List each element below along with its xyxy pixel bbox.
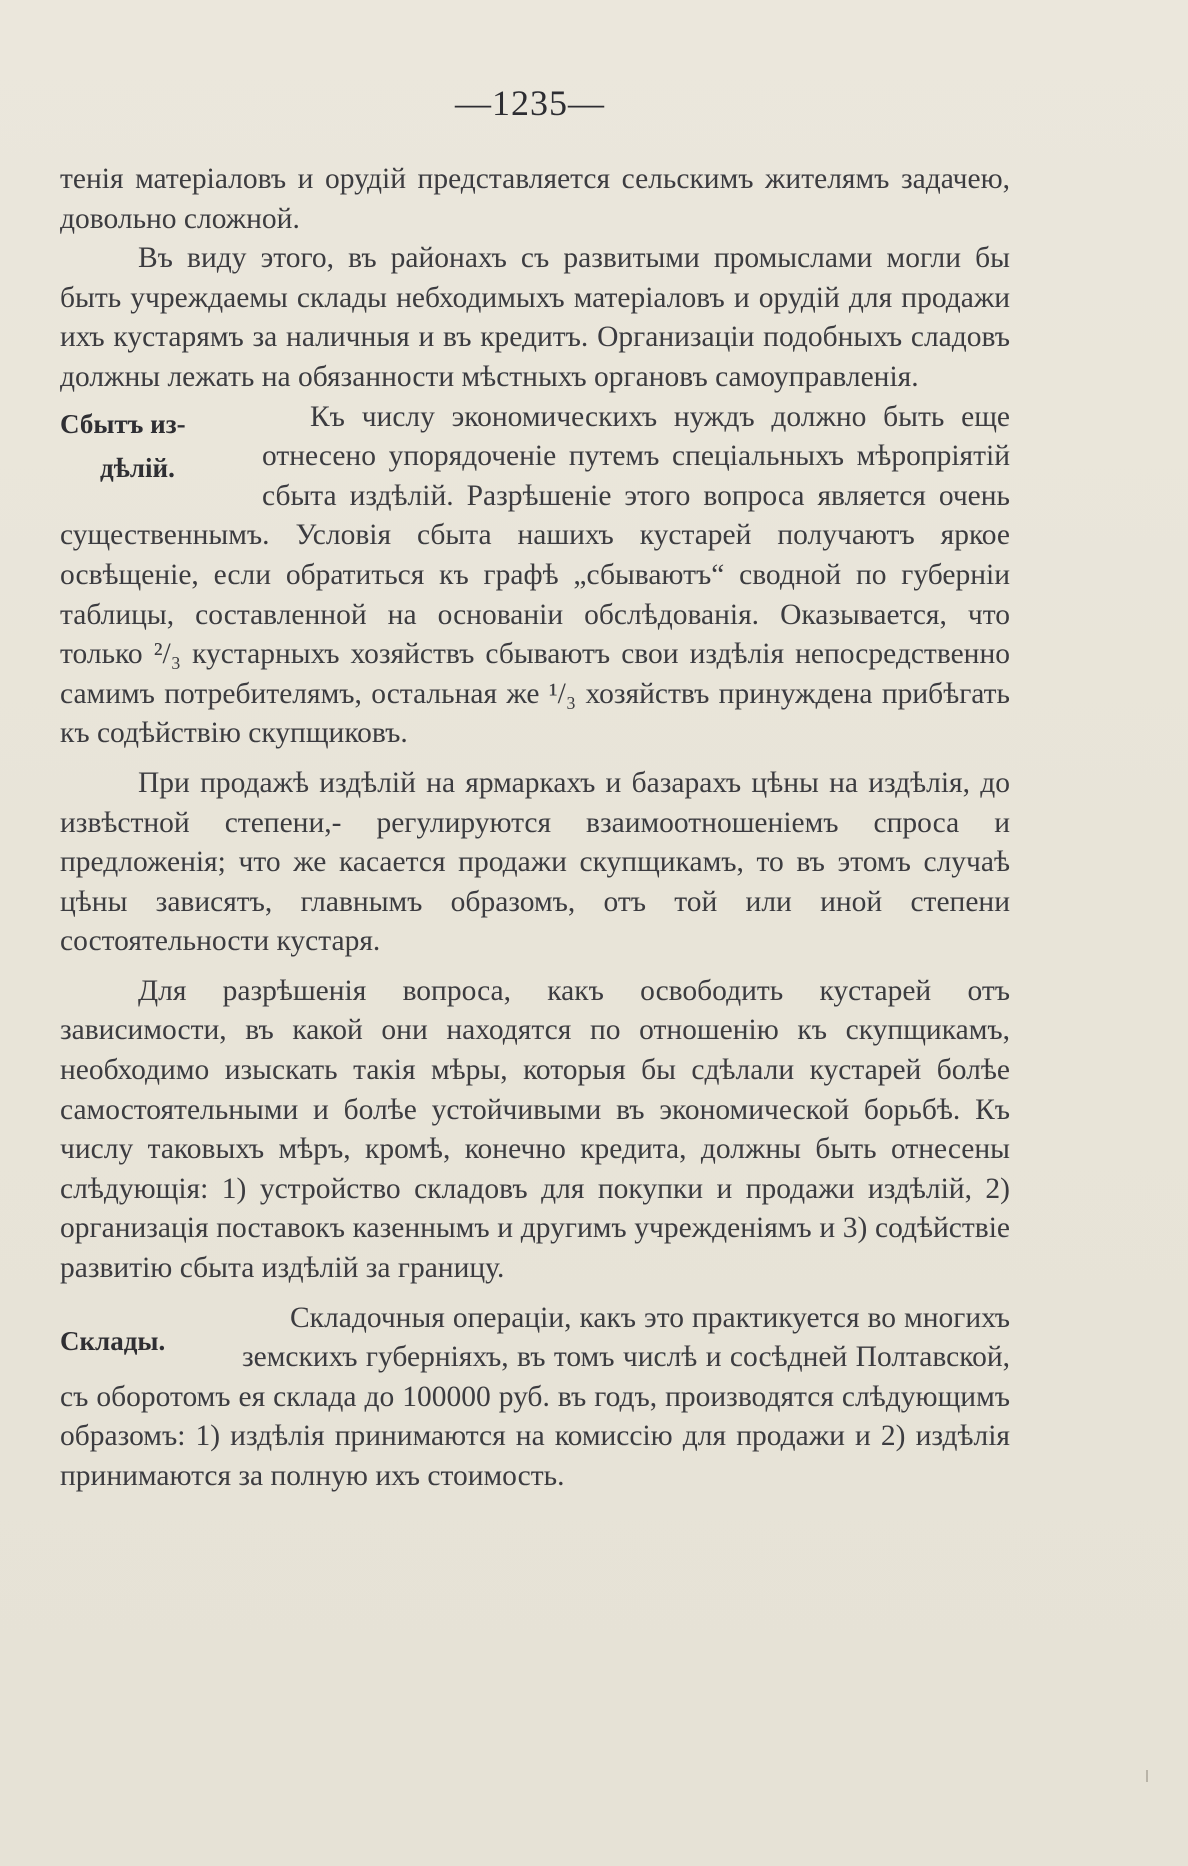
paper-mark [1146,1770,1148,1782]
paragraph-3-part-c: хозяйствъ принуждена прибѣгать къ содѣйствію скупщиковъ. [60,677,1010,750]
fraction-two-thirds: ²/₃ [153,638,182,671]
paragraph-2: Въ виду этого, въ районахъ съ развитыми промыслами могли бы быть учреждаемы склады небходимыхъ матеріаловъ и орудій для продажи ихъ кустарямъ за наличныя и въ кредитъ. Организаціи подобныхъ сладовъ должны лежать на обязанности мѣстныхъ органовъ самоуправленія. [60,242,1010,393]
page-number: —1235— [455,83,605,123]
paragraph-3-part-a: Къ числу экономическихъ нуждъ должно быть еще отнесено упорядоченіе путемъ спеціальныхъ мѣропріятій сбыта издѣлій. Разрѣшеніе этого вопроса является очень существеннымъ. Условія сбыта нашихъ кустарей получаютъ яркое освѣщеніе, если обратиться къ графѣ „сбываютъ“ сводной по губерніи таблицы, составленной на основаніи обслѣдованія. Оказывается, что только [60,400,1010,671]
paragraph-4: При продажѣ издѣлій на ярмаркахъ и базарахъ цѣны на издѣлія, до извѣстной степени,- регулируются взаимоотношеніемъ спроса и предложенія; что же касается продажи скупщикамъ, то въ этомъ случаѣ цѣны зависятъ, главнымъ образомъ, отъ той или иной степени состоятельности кустаря. [60,766,1010,958]
side-heading-sbyt-line2: дѣлій. [100,452,175,483]
body-text [60,160,1010,1497]
paragraph-3-part-b: кустарныхъ хозяйствъ сбываютъ свои издѣлія непосредственно самимъ потребителямъ, остальная же [60,638,1010,710]
side-heading-sklady: Склады. [60,1325,166,1356]
side-heading-sbyt [60,402,250,490]
fraction-one-third: ¹/₃ [548,677,577,710]
paragraph-5: Для разрѣшенія вопроса, какъ освободить кустарей отъ зависимости, въ какой они находятся по отношенію къ скупщикамъ, необходимо изыскать такія мѣры, которыя бы сдѣлали кустарей болѣе самостоятельными и болѣе устойчивыми въ экономической борьбѣ. Къ числу таковыхъ мѣръ, кромѣ, конечно кредита, должны быть отнесены слѣдующія: 1) устройство складовъ для покупки и продажи издѣлій, 2) организація поставокъ казеннымъ и другимъ учрежденіямъ и 3) содѣйствіе развитію сбыта издѣлій за границу. [60,974,1010,1285]
side-heading-sbyt-line1: Сбытъ из- [60,408,186,439]
paragraph-1: тенія матеріаловъ и орудій представляется сельскимъ жителямъ задачею, довольно сложной. [60,163,1010,235]
paragraph-6: Складочныя операціи, какъ это практикуется во многихъ земскихъ губерніяхъ, въ томъ числѣ и сосѣдней Полтавской, съ оборотомъ ея склада до 100000 руб. въ годъ, производятся слѣдующимъ образомъ: 1) издѣлія принимаются на комиссію для продажи и 2) издѣлія принимаются за полную ихъ стоимость. [60,1301,1010,1492]
